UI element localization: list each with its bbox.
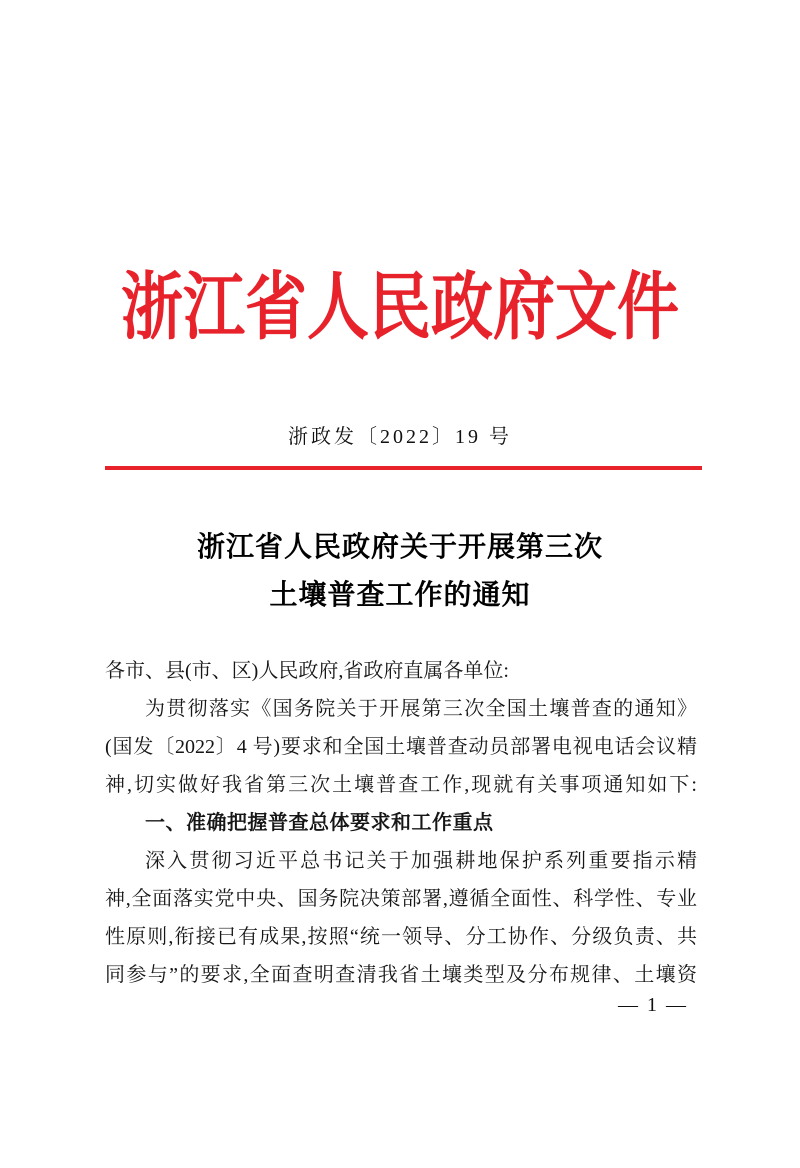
document-title-line1: 浙江省人民政府关于开展第三次 xyxy=(196,532,603,563)
body-line: 性原则,衔接已有成果,按照“统一领导、分工协作、分级负责、共 xyxy=(105,926,697,948)
body-line: 各市、县(市、区)人民政府,省政府直属各单位: xyxy=(105,660,509,682)
document-number: 浙政发〔2022〕19 号 xyxy=(288,426,512,448)
document-title-line2: 土壤普查工作的通知 xyxy=(269,580,531,611)
document-header-title: 浙江省人民政府文件 xyxy=(120,268,679,349)
body-line: 同参与”的要求,全面查明查清我省土壤类型及分布规律、土壤资 xyxy=(105,964,697,986)
red-divider-line xyxy=(105,466,702,470)
body-line: 为贯彻落实《国务院关于开展第三次全国土壤普查的通知》 xyxy=(145,698,697,720)
document-title xyxy=(0,524,800,620)
page-number: — 1 — xyxy=(618,994,688,1016)
document-body xyxy=(105,652,697,994)
body-line: (国发〔2022〕4 号)要求和全国土壤普查动员部署电视电话会议精 xyxy=(105,736,697,758)
body-line: 神,全面落实党中央、国务院决策部署,遵循全面性、科学性、专业 xyxy=(105,888,697,910)
body-line: 神,切实做好我省第三次土壤普查工作,现就有关事项通知如下: xyxy=(105,774,697,796)
section-heading: 一、准确把握普查总体要求和工作重点 xyxy=(145,812,494,834)
body-line: 深入贯彻习近平总书记关于加强耕地保护系列重要指示精 xyxy=(145,850,697,872)
